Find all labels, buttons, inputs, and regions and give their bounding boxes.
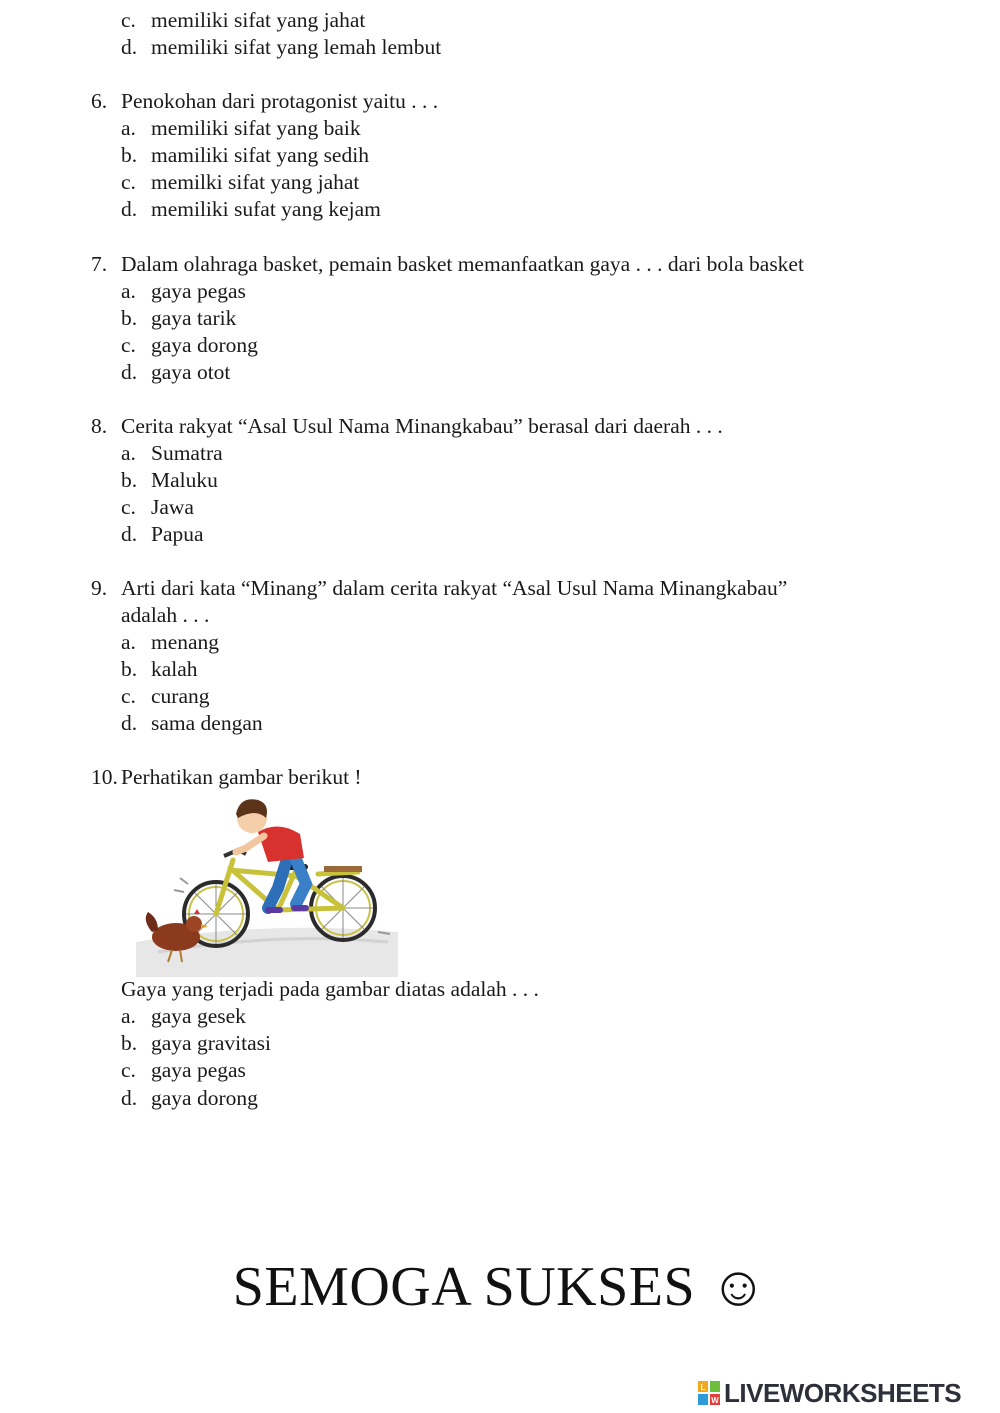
q5-option-c-text: memiliki sifat yang jahat [151,8,366,32]
option-letter: b. [121,306,138,330]
question-text-line2: adalah . . . [121,603,210,627]
question-number: 9. [91,576,108,600]
question-followup: Gaya yang terjadi pada gambar diatas adalah . . . [121,977,539,1001]
q5-option-c-letter: c. [121,8,136,32]
option-text: sama dengan [151,711,263,735]
option-letter: c. [121,495,136,519]
option-letter: a. [121,441,136,465]
option-letter: b. [121,143,138,167]
option-text: Maluku [151,468,218,492]
option-letter: c. [121,170,136,194]
option-text: gaya tarik [151,306,237,330]
icon-letter: W [711,1396,719,1405]
option-letter: d. [121,360,138,384]
option-letter: d. [121,522,138,546]
option-text: Jawa [151,495,194,519]
option-letter: c. [121,684,136,708]
option-text: gaya dorong [151,1086,258,1110]
liveworksheets-icon [698,1381,720,1405]
option-text: memiliki sufat yang kejam [151,197,381,221]
q5-option-d-text: memiliki sifat yang lemah lembut [151,35,442,59]
option-text: Sumatra [151,441,223,465]
q5-option-d-letter: d. [121,35,138,59]
question-number: 7. [91,252,108,276]
option-letter: c. [121,333,136,357]
option-letter: d. [121,1086,138,1110]
option-text: memilki sifat yang jahat [151,170,360,194]
option-text: kalah [151,657,198,681]
option-letter: a. [121,630,136,654]
option-letter: b. [121,468,138,492]
question-number: 8. [91,414,108,438]
option-letter: a. [121,279,136,303]
question-number: 10. [91,765,118,789]
brand-name: LIVEWORKSHEETS [724,1377,962,1408]
liveworksheets-logo[interactable] [698,1377,961,1409]
option-text: gaya gesek [151,1004,246,1028]
option-text: mamiliki sifat yang sedih [151,143,369,167]
bicycle-chicken-illustration [128,792,403,977]
option-letter: a. [121,116,136,140]
option-text: gaya pegas [151,1058,246,1082]
closing-message: SEMOGA SUKSES ☺ [232,1256,768,1318]
option-letter: b. [121,1031,138,1055]
question-text: Cerita rakyat “Asal Usul Nama Minangkabau” berasal dari daerah . . . [121,414,723,438]
option-letter: d. [121,197,138,221]
question-number: 6. [91,89,108,113]
option-text: gaya pegas [151,279,246,303]
question-text: Dalam olahraga basket, pemain basket memanfaatkan gaya . . . dari bola basket [121,252,804,276]
question-text: Penokohan dari protagonist yaitu . . . [121,89,439,113]
option-text: gaya dorong [151,333,258,357]
option-text: Papua [151,522,204,546]
option-text: gaya otot [151,360,231,384]
option-text: curang [151,684,210,708]
icon-letter: L [700,1383,706,1392]
option-text: memiliki sifat yang baik [151,116,361,140]
option-letter: b. [121,657,138,681]
option-letter: c. [121,1058,136,1082]
question-text: Arti dari kata “Minang” dalam cerita rakyat “Asal Usul Nama Minangkabau” [121,576,788,600]
option-text: gaya gravitasi [151,1031,271,1055]
option-text: menang [151,630,220,654]
option-letter: d. [121,711,138,735]
question-text: Perhatikan gambar berikut ! [121,765,362,789]
option-letter: a. [121,1004,136,1028]
